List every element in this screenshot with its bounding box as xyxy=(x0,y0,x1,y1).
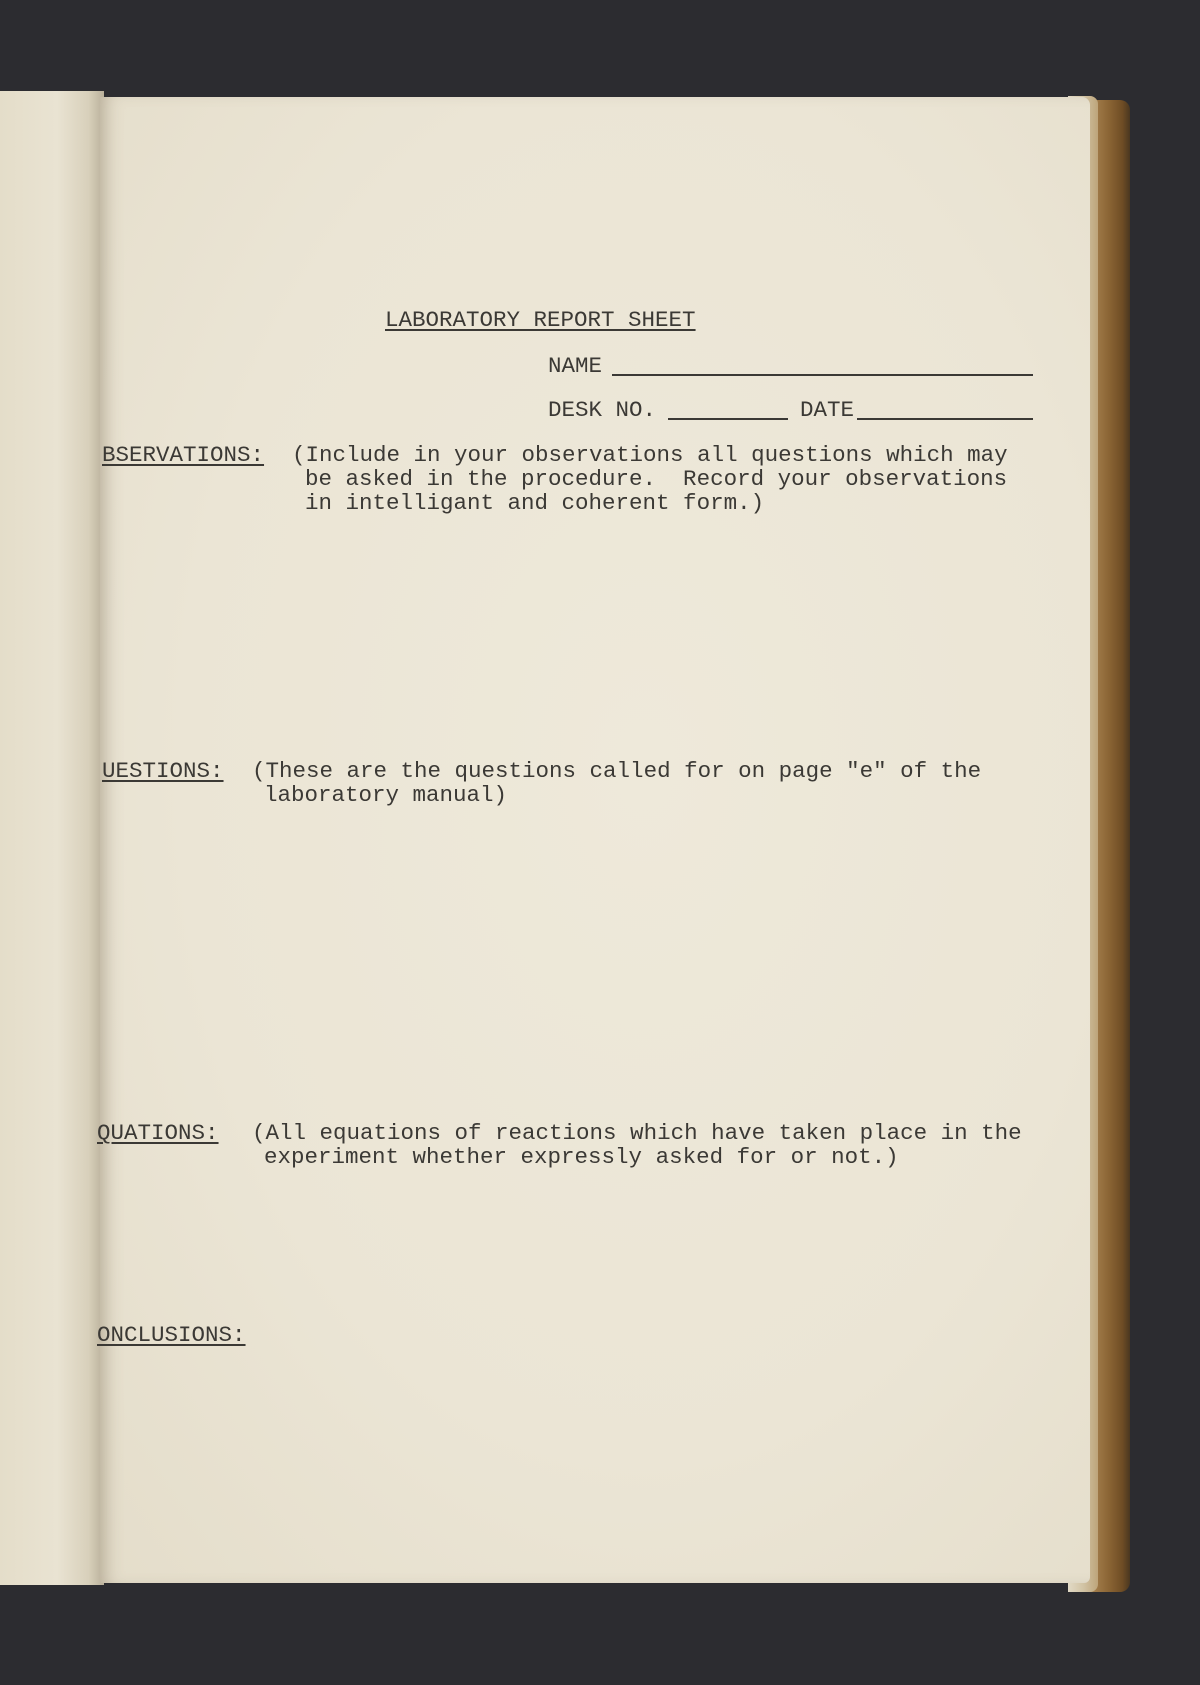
desk-number-blank-line xyxy=(668,418,788,420)
equations-heading: QUATIONS: xyxy=(97,1120,219,1146)
questions-instruction-line: (These are the questions called for on page "e" of the xyxy=(252,758,982,784)
equations-instruction-line: experiment whether expressly asked for or not.) xyxy=(264,1144,899,1170)
observations-heading: BSERVATIONS: xyxy=(102,442,265,468)
observations-instruction-line: be asked in the procedure. Record your observations xyxy=(305,466,1008,492)
desk-number-label: DESK NO. xyxy=(548,397,657,423)
left-page xyxy=(0,91,104,1585)
questions-instruction-line: laboratory manual) xyxy=(264,782,508,808)
name-blank-line xyxy=(612,374,1033,376)
observations-instruction-line: (Include in your observations all questions which may xyxy=(292,442,1008,468)
equations-instruction-line: (All equations of reactions which have taken place in the xyxy=(252,1120,1022,1146)
questions-heading: UESTIONS: xyxy=(102,758,224,784)
date-label: DATE xyxy=(800,397,855,423)
observations-instruction-line: in intelligant and coherent form.) xyxy=(305,490,765,516)
name-label: NAME xyxy=(548,353,603,379)
conclusions-heading: ONCLUSIONS: xyxy=(97,1322,246,1348)
date-blank-line xyxy=(857,418,1033,420)
sheet-title: LABORATORY REPORT SHEET xyxy=(385,307,696,333)
